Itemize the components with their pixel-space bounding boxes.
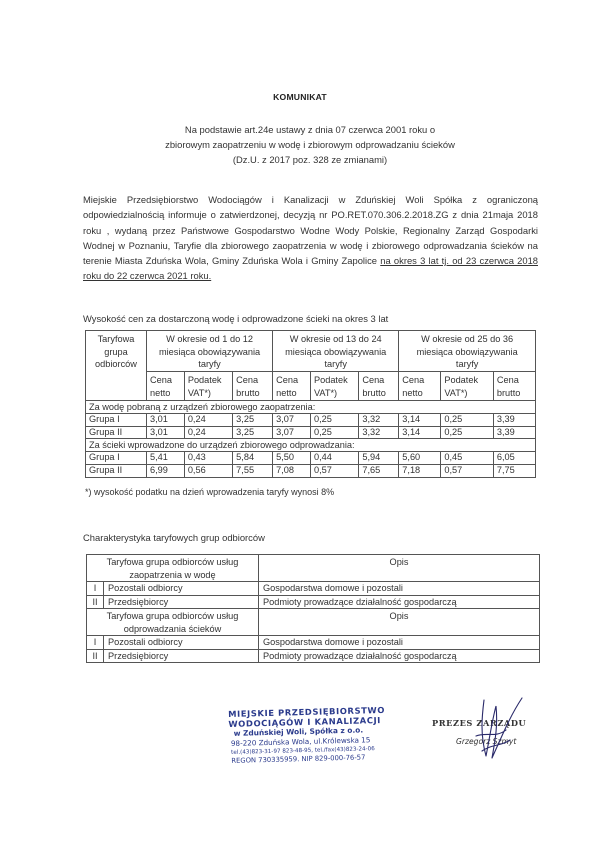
header-line: miesiąca obowiązywania: [416, 346, 518, 357]
prices-header-row: [86, 331, 536, 372]
price-cell: 0,24: [184, 413, 232, 426]
header-line: netto: [276, 387, 297, 398]
price-cell: 3,14: [399, 426, 441, 439]
period-header: [146, 331, 272, 372]
price-cell: 7,65: [359, 465, 399, 478]
header-line: odprowadzania ścieków: [123, 623, 222, 634]
table-row: [87, 582, 540, 596]
group-number-cell: I: [87, 582, 104, 596]
header-line: zaopatrzenia w wodę: [129, 569, 216, 580]
price-cell: 0,25: [441, 426, 494, 439]
stamp-line: w Zduńskiej Woli, Spółka z o.o.: [233, 725, 364, 738]
table-row: [87, 595, 540, 609]
header-line: Podatek: [313, 374, 348, 385]
price-subheader: [146, 371, 184, 400]
header-line: Cena: [496, 374, 519, 385]
price-cell: 3,01: [146, 413, 184, 426]
header-line: Cena: [149, 374, 172, 385]
validity-period-text: na okres 3 lat tj. od 23 czerwca 2018 roku do 22 czerwca 2021 roku.: [83, 255, 538, 282]
group-type-header: [87, 609, 259, 636]
price-cell: 0,43: [184, 452, 232, 465]
description-header: Opis: [259, 555, 540, 582]
stamp-line: WODOCIĄGÓW I KANALIZACJI: [228, 715, 382, 729]
header-line: taryfy: [198, 359, 221, 370]
header-line: brutto: [362, 387, 386, 398]
groups-header-row: [87, 609, 540, 636]
signature-block: [432, 718, 562, 746]
group-name-cell: Grupa II: [86, 426, 147, 439]
announcement-paragraph: [83, 192, 538, 284]
table-row: [86, 426, 536, 439]
price-cell: 0,25: [441, 413, 494, 426]
group-name-cell: Grupa I: [86, 413, 147, 426]
group-number-cell: II: [87, 595, 104, 609]
price-cell: 5,50: [273, 452, 311, 465]
price-subheader: [359, 371, 399, 400]
header-line: W okresie od 25 do 36: [421, 334, 514, 344]
company-stamp: [228, 704, 408, 766]
header-line: W okresie od 1 do 12: [166, 334, 253, 344]
prices-table: [85, 330, 536, 478]
header-line: taryfy: [455, 359, 479, 370]
table-row: [87, 649, 540, 663]
price-subheader: [310, 371, 358, 400]
price-cell: 3,32: [359, 413, 399, 426]
header-line: Cena: [362, 374, 385, 385]
header-line: netto: [402, 387, 423, 398]
prices-table-caption: Wysokość cen za dostarczoną wodę i odprowadzone ścieki na okres 3 lat: [83, 313, 389, 324]
section-title: Za ścieki wprowadzone do urządzeń zbiorowego odprowadzania:: [86, 439, 536, 452]
group-name-cell: Grupa II: [86, 465, 147, 478]
stamp-line: REGON 730335959. NIP 829-000-76-57: [231, 753, 366, 765]
table-row: [86, 465, 536, 478]
table-row: [87, 636, 540, 650]
price-cell: 0,56: [184, 465, 232, 478]
header-line: VAT*): [313, 387, 338, 398]
price-cell: 6,99: [146, 465, 184, 478]
group-description-cell: Gospodarstwa domowe i pozostali: [259, 636, 540, 650]
price-cell: 0,57: [441, 465, 494, 478]
price-cell: 0,24: [184, 426, 232, 439]
header-line: Cena: [402, 374, 425, 385]
group-description-cell: Podmioty prowadzące działalność gospodarczą: [259, 595, 540, 609]
price-cell: 3,07: [273, 413, 311, 426]
legal-basis-line: zbiorowym zaopatrzeniu w wodę i zbiorowym odprowadzaniu ścieków: [165, 139, 455, 150]
price-cell: 7,55: [233, 465, 273, 478]
price-cell: 3,07: [273, 426, 311, 439]
stamp-line: 98-220 Zduńska Wola, ul.Królewska 15: [230, 735, 371, 748]
header-line: netto: [149, 387, 171, 398]
signatory-name: Grzegorz Szmyt: [456, 737, 517, 746]
price-cell: 5,84: [233, 452, 273, 465]
announcement-text: Miejskie Przedsiębiorstwo Wodociągów i Kanalizacji w Zduńskiej Woli Spółka z ograniczoną odpowiedzialnością informuje o zatwierdzonej, decyzją nr PO.RET.070.306.2.2018.ZG z dnia 21maja 2018 roku , wydaną przez Państwowe Gospodarstwo Wodne Wody Polskie, Regionalny Zarząd Gospodarki Wodnej w Poznaniu, Taryfie dla zbiorowego zaopatrzenia w wodę i zbiorowego odprowadzania ścieków na terenie Miasta Zduńska Wola, Gminy Zduńska Wola i Gminy Zapolice: [83, 194, 538, 267]
price-cell: 3,14: [399, 413, 441, 426]
header-line: taryfy: [324, 359, 347, 370]
price-cell: 3,39: [493, 413, 535, 426]
group-description-cell: Gospodarstwa domowe i pozostali: [259, 582, 540, 596]
price-cell: 5,60: [399, 452, 441, 465]
stamp-line: MIEJSKIE PRZEDSIĘBIORSTWO: [228, 704, 386, 719]
groups-header-row: [87, 555, 540, 582]
header-line: Taryfowa: [97, 334, 135, 344]
header-line: VAT*): [444, 387, 468, 398]
group-name-cell: Grupa I: [86, 452, 147, 465]
header-line: Cena: [236, 374, 259, 385]
price-cell: 0,44: [310, 452, 358, 465]
legal-basis-line: (Dz.U. z 2017 poz. 328 ze zmianami): [232, 154, 388, 165]
price-cell: 3,32: [359, 426, 399, 439]
price-cell: 3,25: [233, 426, 273, 439]
header-line: miesiąca obowiązywania: [158, 346, 261, 357]
header-line: brutto: [236, 387, 260, 398]
header-line: odbiorców: [95, 359, 137, 370]
stamp-line: tel.(43)823-31-97 823-48-95, tel./fax(43)823-24-06: [231, 746, 375, 756]
header-line: miesiąca obowiązywania: [285, 346, 387, 357]
signatory-role: PREZES ZARZĄDU: [432, 718, 527, 728]
group-number-cell: II: [87, 649, 104, 663]
legal-basis: [140, 122, 480, 167]
table-row: [86, 452, 536, 465]
header-line: Podatek: [187, 374, 222, 385]
groups-table-caption: Charakterystyka taryfowych grup odbiorców: [83, 532, 265, 543]
section-row: [86, 439, 536, 452]
description-header: Opis: [259, 609, 540, 636]
price-cell: 3,39: [493, 426, 535, 439]
price-subheader: [273, 371, 311, 400]
group-name-cell: Przedsiębiorcy: [104, 649, 259, 663]
group-number-cell: I: [87, 636, 104, 650]
header-line: VAT*): [187, 387, 211, 398]
price-subheader: [399, 371, 441, 400]
price-subheader: [184, 371, 232, 400]
price-cell: 0,57: [310, 465, 358, 478]
header-line: Taryfowa grupa odbiorców usług: [106, 557, 239, 567]
header-line: Taryfowa grupa odbiorców usług: [106, 611, 239, 621]
price-cell: 3,25: [233, 413, 273, 426]
section-title: Za wodę pobraną z urządzeń zbiorowego zaopatrzenia:: [86, 400, 536, 413]
price-cell: 0,45: [441, 452, 494, 465]
header-line: grupa: [104, 346, 128, 357]
prices-subheader-row: [86, 371, 536, 400]
header-line: W okresie od 13 do 24: [289, 334, 382, 344]
group-description-cell: Podmioty prowadzące działalność gospodarczą: [259, 649, 540, 663]
header-line: Cena: [276, 374, 299, 385]
price-cell: 5,94: [359, 452, 399, 465]
group-name-cell: Przedsiębiorcy: [104, 595, 259, 609]
group-column-header: [86, 331, 147, 401]
group-type-header: [87, 555, 259, 582]
table-row: [86, 413, 536, 426]
period-header: [273, 331, 399, 372]
handwritten-signature-icon: [462, 696, 542, 766]
price-cell: 5,41: [146, 452, 184, 465]
period-header: [399, 331, 536, 372]
header-line: Podatek: [444, 374, 479, 385]
price-cell: 0,25: [310, 426, 358, 439]
price-subheader: [233, 371, 273, 400]
section-row: [86, 400, 536, 413]
price-cell: 7,75: [493, 465, 535, 478]
price-cell: 7,18: [399, 465, 441, 478]
group-name-cell: Pozostali odbiorcy: [104, 636, 259, 650]
group-name-cell: Pozostali odbiorcy: [104, 582, 259, 596]
legal-basis-line: Na podstawie art.24e ustawy z dnia 07 czerwca 2001 roku o: [184, 124, 436, 135]
document-title: KOMUNIKAT: [273, 92, 327, 102]
price-cell: 7,08: [273, 465, 311, 478]
groups-table: [86, 554, 540, 663]
price-cell: 6,05: [493, 452, 535, 465]
price-subheader: [493, 371, 535, 400]
price-subheader: [441, 371, 494, 400]
price-cell: 0,25: [310, 413, 358, 426]
price-cell: 3,01: [146, 426, 184, 439]
vat-footnote: *) wysokość podatku na dzień wprowadzenia taryfy wynosi 8%: [85, 487, 335, 497]
header-line: brutto: [496, 387, 521, 398]
